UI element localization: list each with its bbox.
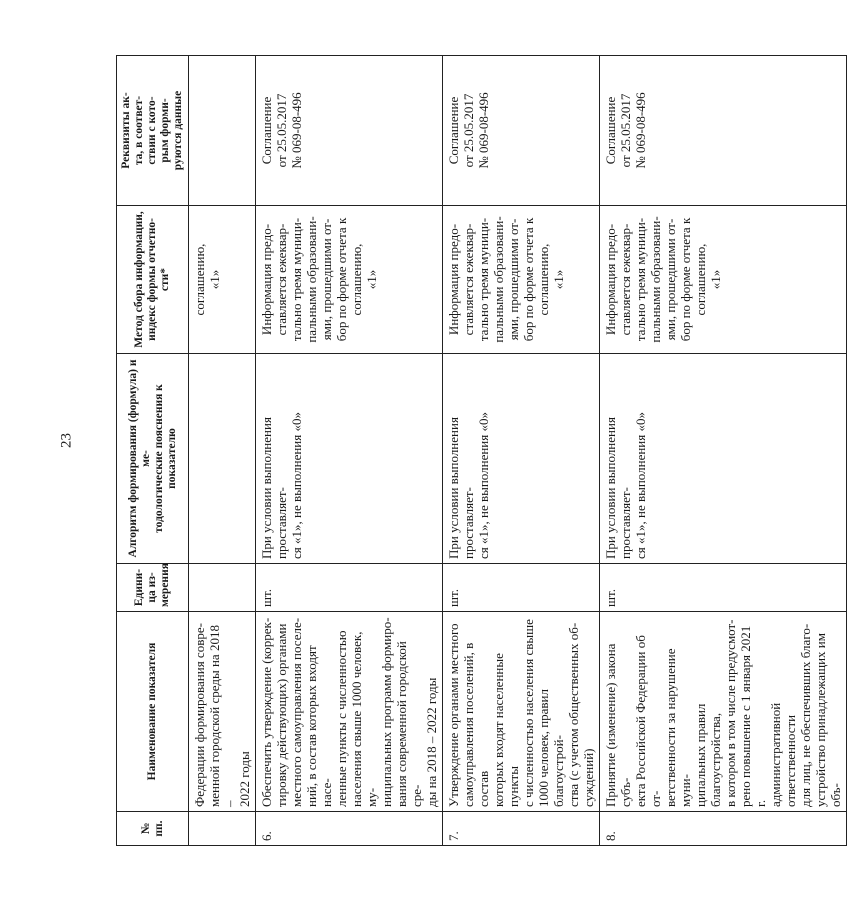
table-row	[443, 56, 600, 846]
cell-unit	[189, 564, 256, 612]
cell-requisites: Соглашение от 25.05.2017 № 069-08-496	[443, 56, 600, 206]
cell-algorithm	[189, 354, 256, 564]
cell-unit: шт.	[600, 564, 847, 612]
cell-name: Принятие (изменение) закона субъ- екта Российской Федерации об от- ветственности за нарушение муни- ципальных правил благоустройства, в котором в том числе предусмот- рено повышение с 1 января 2021 г. административной ответственности для лиц, не обеспечивших благо- устройство принадлежащих им объ-	[600, 612, 847, 812]
cell-algorithm: При условии выполнения проставляет- ся «1», не выполнения «0»	[256, 354, 443, 564]
cell-algorithm: При условии выполнения проставляет- ся «1», не выполнения «0»	[443, 354, 600, 564]
cell-unit: шт.	[443, 564, 600, 612]
cell-number: 7.	[443, 812, 600, 846]
cell-unit: шт.	[256, 564, 443, 612]
table-row	[256, 56, 443, 846]
cell-name: Обеспечить утверждение (коррек- тировку действующих) органами местного самоуправления поселе- ний, в состав которых входят насе- ленные пункты с численностью населения свыше 1000 человек, му- ниципальных программ формиро- вания современной городской сре- ды на 2018 – 2022 годы	[256, 612, 443, 812]
cell-method: Информация предо- ставляется ежеквар- тально тремя муници- пальными образовани- ями, прошедшими от- бор по форме отчета к соглашению, «1»	[443, 206, 600, 354]
header-number: № пп.	[117, 812, 189, 846]
header-name: Наименование показателя	[117, 612, 189, 812]
cell-number: 6.	[256, 812, 443, 846]
cell-number	[189, 812, 256, 846]
table-row	[600, 56, 847, 846]
table-header-row	[117, 56, 189, 846]
cell-requisites	[189, 56, 256, 206]
cell-name: Утверждение органами местного самоуправления поселений, в состав которых входят населенные пункты с численностью населения свыше 1000 человек, правил благоустрой- ства (с учетом общественных об- суждений)	[443, 612, 600, 812]
header-unit: Едини- ца из- мерения	[117, 564, 189, 612]
cell-algorithm: При условии выполнения проставляет- ся «1», не выполнения «0»	[600, 354, 847, 564]
header-algorithm: Алгоритм формирования (формула) и ме- тодологические пояснения к показателю	[117, 354, 189, 564]
cell-method: Информация предо- ставляется ежеквар- тально тремя муници- пальными образовани- ями, прошедшими от- бор по форме отчета к соглашению, «1»	[256, 206, 443, 354]
cell-method: Информация предо- ставляется ежеквар- тально тремя муници- пальными образовани- ями, прошедшими от- бор по форме отчета к соглашению, «1»	[600, 206, 847, 354]
header-method: Метод сбора информации, индекс формы отчетно- сти*	[117, 206, 189, 354]
cell-requisites: Соглашение от 25.05.2017 № 069-08-496	[256, 56, 443, 206]
cell-number: 8.	[600, 812, 847, 846]
cell-requisites: Соглашение от 25.05.2017 № 069-08-496	[600, 56, 847, 206]
cell-method: соглашению, «1»	[189, 206, 256, 354]
cell-name: Федерации формирования совре- менной городской среды на 2018 – 2022 годы	[189, 612, 256, 812]
header-requisites: Реквизиты ак- та, в соответ- ствии с кото- рым форми- руются данные	[117, 56, 189, 206]
page-number: 23	[58, 433, 75, 448]
rotated-table-container	[116, 56, 843, 846]
indicators-table	[116, 55, 847, 846]
table-row-continued	[189, 56, 256, 846]
